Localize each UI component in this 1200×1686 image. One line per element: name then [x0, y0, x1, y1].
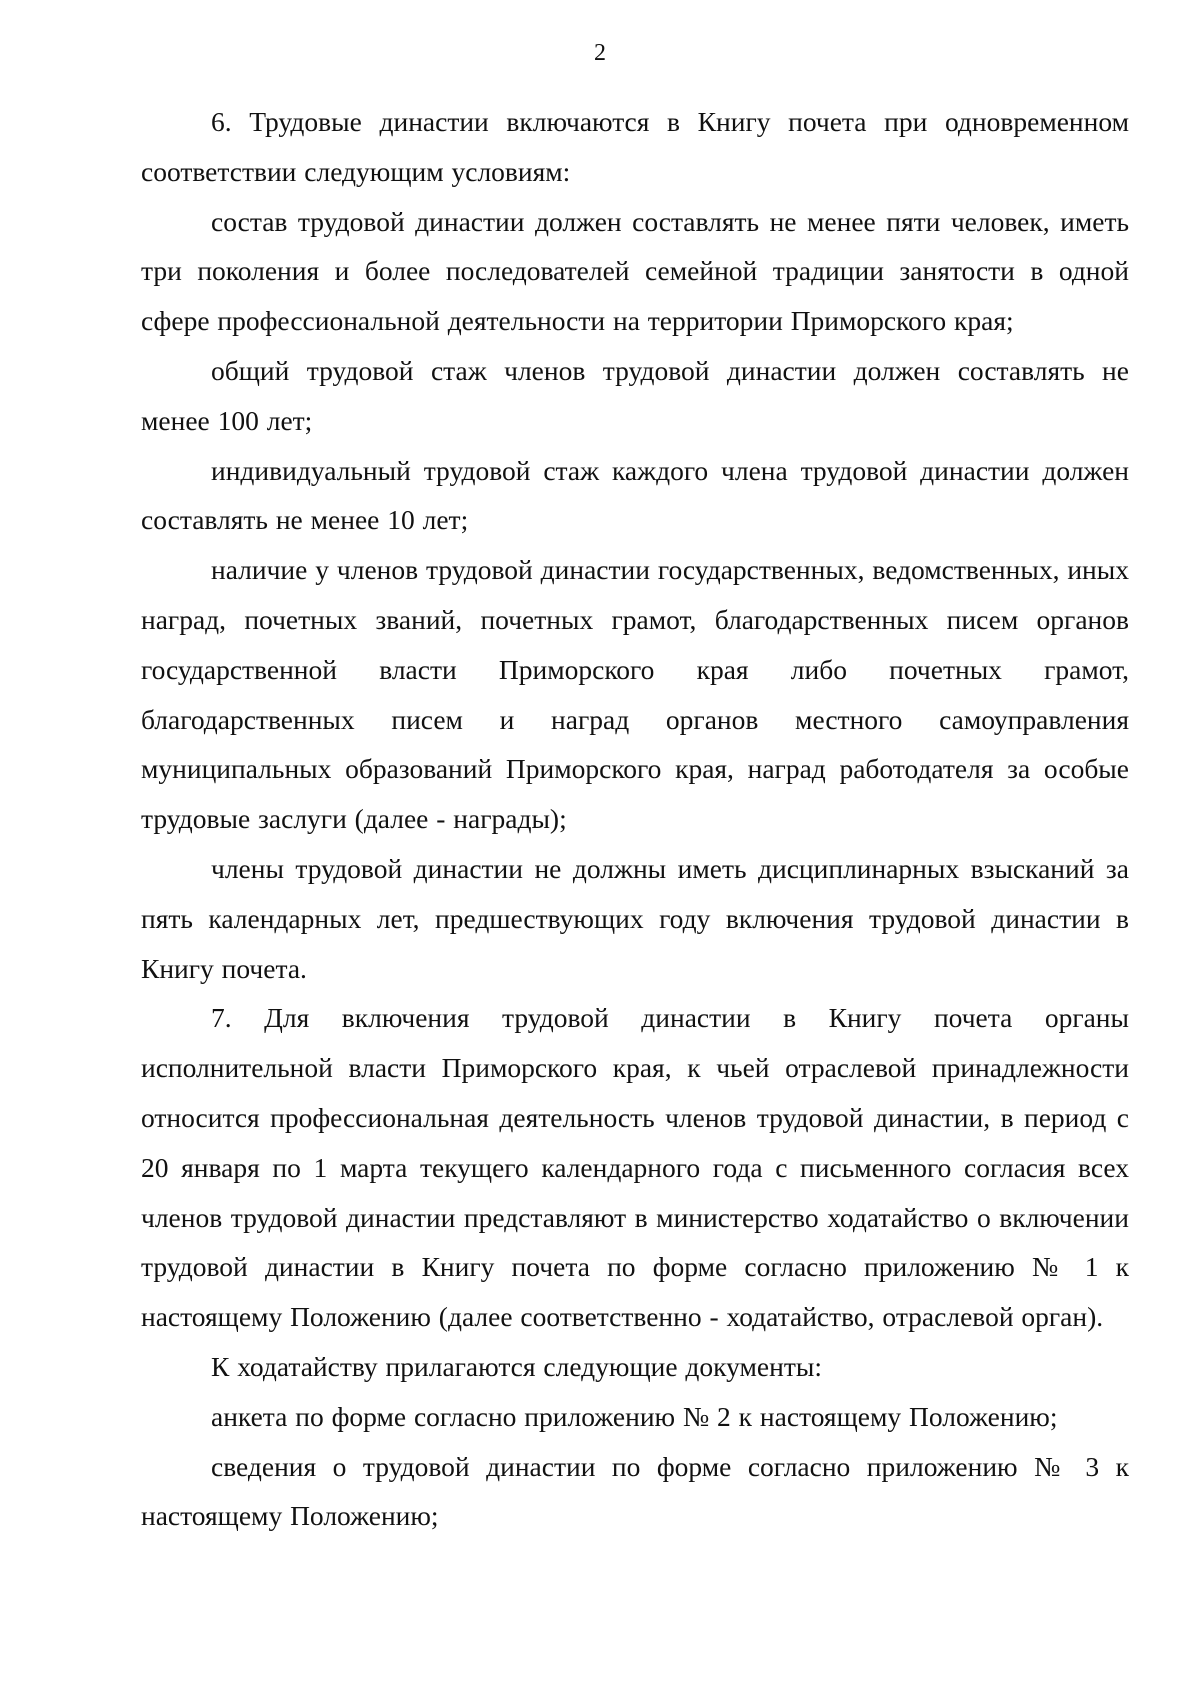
paragraph-individual-work-experience: индивидуальный трудовой стаж каждого члена трудовой династии должен составлять не менее 10 лет; [141, 454, 1129, 536]
paragraph-dynasty-composition: состав трудовой династии должен составлять не менее пяти человек, иметь три поколения и более последователей семейной традиции занятости в одной сфере профессиональной деятельности на территории Приморского края; [141, 205, 1129, 337]
paragraph-total-work-experience: общий трудовой стаж членов трудовой династии должен составлять не менее 100 лет; [141, 354, 1129, 436]
paragraph-disciplinary: члены трудовой династии не должны иметь дисциплинарных взысканий за пять календарных лет, предшествующих году включения трудовой династии в Книгу почета. [141, 852, 1129, 984]
paragraph-questionnaire: анкета по форме согласно приложению № 2 к настоящему Положению; [211, 1400, 1058, 1432]
paragraph-item-6: 6. Трудовые династии включаются в Книгу почета при одновременном соответствии следующим условиям: [141, 106, 1129, 187]
paragraph-awards: наличие у членов трудовой династии государственных, ведомственных, иных наград, почетных званий, почетных грамот, благодарственных писем органов государственной власти Приморского края либо почетных грамот, благодарственных писем и наград органов местного самоуправления муниципальных образований Приморского края, наград работодателя за особые трудовые заслуги (далее - награды); [141, 554, 1129, 835]
paragraph-attached-documents: К ходатайству прилагаются следующие документы: [211, 1350, 822, 1382]
document-body [141, 97, 1129, 1541]
paragraph-dynasty-info: сведения о трудовой династии по форме согласно приложению № 3 к настоящему Положению; [141, 1450, 1129, 1532]
paragraph-item-7: 7. Для включения трудовой династии в Книгу почета органы исполнительной власти Приморского края, к чьей отраслевой принадлежности относится профессиональная деятельность членов трудовой династии, в период с 20 января по 1 марта текущего календарного года с письменного согласия всех членов трудовой династии представляют в министерство ходатайство о включении трудовой династии в Книгу почета по форме согласно приложению № 1 к настоящему Положению (далее соответственно - ходатайство, отраслевой орган). [141, 1002, 1129, 1333]
page-number: 2 [594, 40, 606, 66]
